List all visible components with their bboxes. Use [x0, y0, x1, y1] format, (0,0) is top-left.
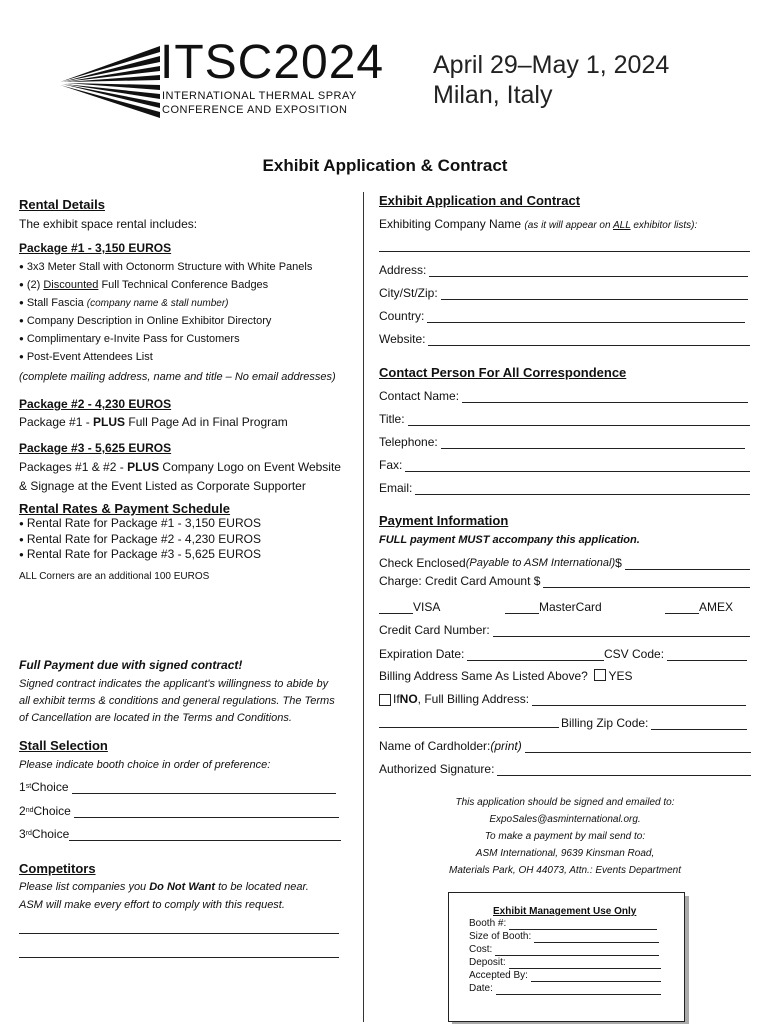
rate-package-3: ● Rental Rate for Package #3 - 5,625 EUROS	[19, 547, 261, 563]
payment-due-note: Full Payment due with signed contract!	[19, 658, 243, 672]
charge-amount-field[interactable]: Charge: Credit Card Amount $	[379, 574, 750, 588]
expiration-date-field[interactable]: Expiration Date:	[379, 647, 604, 661]
title-field[interactable]: Title:	[379, 412, 750, 426]
package-3-heading: Package #3 - 5,625 EUROS	[19, 441, 172, 455]
page-title: Exhibit Application & Contract	[262, 156, 508, 175]
telephone-field[interactable]: Telephone:	[379, 435, 745, 449]
competitor-line-2[interactable]	[19, 957, 339, 958]
payment-note: FULL payment MUST accompany this application.	[379, 534, 640, 546]
contact-name-field[interactable]: Contact Name:	[379, 389, 748, 403]
management-heading: Exhibit Management Use Only	[493, 906, 637, 917]
country-field[interactable]: Country:	[379, 309, 745, 323]
date-field[interactable]: Date:	[469, 983, 661, 995]
billing-zip-field[interactable]: Billing Zip Code:	[561, 716, 747, 730]
city-st-zip-field[interactable]: City/St/Zip:	[379, 286, 748, 300]
competitor-line-1[interactable]	[19, 933, 339, 934]
event-dates: April 29–May 1, 2024	[433, 51, 670, 79]
logo-line-1: INTERNATIONAL THERMAL SPRAY	[162, 90, 357, 102]
payment-heading: Payment Information	[379, 513, 509, 528]
rental-details-heading: Rental Details	[19, 197, 105, 212]
package-1-item-4: ● Company Description in Online Exhibitor Directory	[19, 315, 271, 328]
event-info	[433, 50, 669, 110]
rate-package-1: ● Rental Rate for Package #1 - 3,150 EUROS	[19, 516, 261, 532]
submission-instructions: This application should be signed and emailed to: ExpoSales@asminternational.org. To make a payment by mail send to: ASM International, 9639 Kinsman Road, Materials Park, OH 44073, Attn.: Events Department	[420, 794, 710, 879]
authorized-signature-field[interactable]: Authorized Signature:	[379, 762, 751, 776]
company-name-field[interactable]	[379, 251, 750, 252]
logo-streak-graphic	[60, 40, 170, 120]
event-location: Milan, Italy	[433, 81, 553, 109]
amex-option[interactable]: AMEX	[665, 600, 733, 614]
signed-contract-note: Signed contract indicates the applicant's willingness to abide by all exhibit terms & conditions and general regulations. The Terms of Cancellation are located in the Terms and Conditions.	[19, 678, 335, 724]
booth-size-field[interactable]: Size of Booth:	[469, 931, 659, 943]
column-divider	[363, 192, 364, 1022]
package-3-description: Packages #1 & #2 - PLUS Company Logo on Event Website	[19, 460, 341, 474]
package-1-heading: Package #1 - 3,150 EUROS	[19, 241, 172, 255]
deposit-field[interactable]: Deposit:	[469, 957, 661, 969]
exhibit-management-box	[448, 892, 685, 1022]
rate-package-2: ● Rental Rate for Package #2 - 4,230 EUROS	[19, 532, 261, 548]
website-field[interactable]: Website:	[379, 332, 750, 346]
stall-selection-intro: Please indicate booth choice in order of preference:	[19, 759, 271, 771]
package-1-item-2: ● (2) Discounted Full Technical Conference Badges	[19, 279, 268, 292]
first-choice-field[interactable]: 1 st Choice	[19, 780, 336, 794]
email-field[interactable]: Email:	[379, 481, 750, 495]
submission-email: ExpoSales@asminternational.org.	[489, 814, 641, 825]
billing-address-line[interactable]	[379, 727, 559, 728]
package-1-item-3: ● Stall Fascia (company name & stall number)	[19, 297, 229, 310]
cardholder-name-field[interactable]: Name of Cardholder: (print)	[379, 739, 751, 753]
package-1-item-5: ● Complimentary e-Invite Pass for Customers	[19, 333, 240, 346]
contact-heading: Contact Person For All Correspondence	[379, 365, 627, 380]
package-2-description: Package #1 - PLUS Full Page Ad in Final Program	[19, 415, 288, 429]
rental-intro: The exhibit space rental includes:	[19, 217, 198, 231]
logo-title: ITSC2024	[160, 36, 385, 89]
booth-number-field[interactable]: Booth #:	[469, 918, 657, 930]
logo-line-2: CONFERENCE AND EXPOSITION	[162, 104, 348, 116]
package-3-description-2: & Signage at the Event Listed as Corporate Supporter	[19, 479, 306, 493]
visa-option[interactable]: VISA	[379, 600, 440, 614]
corners-note: ALL Corners are an additional 100 EUROS	[19, 571, 210, 582]
second-choice-field[interactable]: 2 nd Choice	[19, 804, 339, 818]
rental-rates-heading: Rental Rates & Payment Schedule	[19, 501, 230, 516]
yes-checkbox[interactable]	[594, 669, 606, 681]
package-1-note: (complete mailing address, name and title – No email addresses)	[19, 371, 336, 383]
company-name-label: Exhibiting Company Name (as it will appear on ALL exhibitor lists):	[379, 217, 698, 231]
billing-same-question: Billing Address Same As Listed Above? YES	[379, 669, 633, 683]
third-choice-field[interactable]: 3 rd Choice	[19, 827, 341, 841]
address-field[interactable]: Address:	[379, 263, 748, 277]
csv-code-field[interactable]: CSV Code:	[604, 647, 747, 661]
mastercard-option[interactable]: MasterCard	[505, 600, 602, 614]
full-billing-address-field[interactable]: If NO , Full Billing Address:	[379, 692, 746, 706]
application-heading: Exhibit Application and Contract	[379, 193, 581, 208]
stall-selection-heading: Stall Selection	[19, 738, 108, 753]
competitors-intro: Please list companies you Do Not Want to be located near.	[19, 881, 309, 893]
package-1-item-1: ● 3x3 Meter Stall with Octonorm Structure with White Panels	[19, 261, 312, 274]
package-1-item-6: ● Post-Event Attendees List	[19, 351, 153, 364]
credit-card-number-field[interactable]: Credit Card Number:	[379, 623, 750, 637]
accepted-by-field[interactable]: Accepted By:	[469, 970, 661, 982]
check-enclosed-field[interactable]: Check Enclosed (Payable to ASM International) $	[379, 556, 750, 570]
logo	[60, 36, 400, 120]
package-2-heading: Package #2 - 4,230 EUROS	[19, 397, 172, 411]
competitors-note: ASM will make every effort to comply with this request.	[19, 899, 285, 911]
cost-field[interactable]: Cost:	[469, 944, 659, 956]
competitors-heading: Competitors	[19, 861, 96, 876]
fax-field[interactable]: Fax:	[379, 458, 750, 472]
no-checkbox[interactable]	[379, 694, 391, 706]
